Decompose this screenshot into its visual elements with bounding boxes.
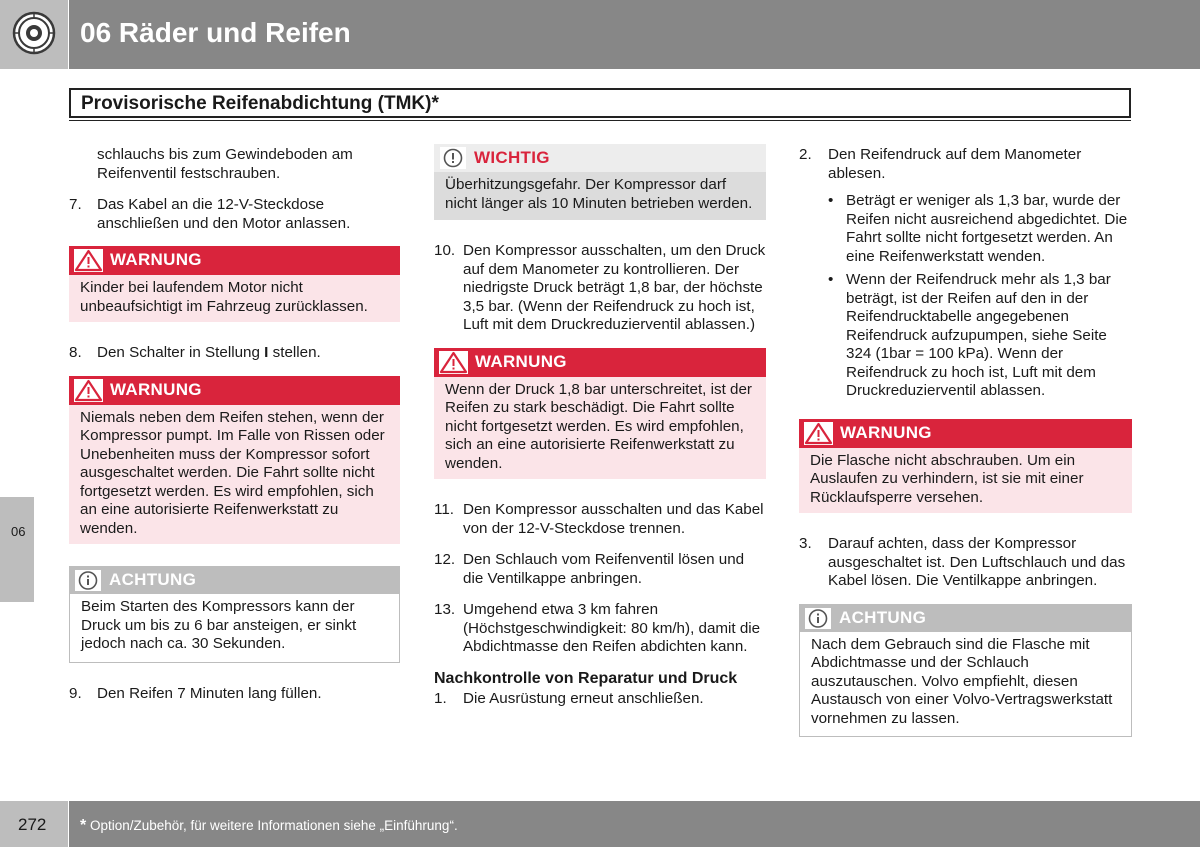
step-7 (69, 196, 400, 233)
step-text: Umgehend etwa 3 km fahren (Höchstgeschwindigkeit: 80 km/h), damit die Abdichtmasse den Reifen abdichten kann. (463, 601, 761, 655)
check-step-1 (434, 690, 766, 709)
bullet-list (799, 192, 1132, 401)
warning-label: WARNUNG (110, 379, 202, 399)
step-number: 1. (434, 690, 447, 707)
intro-text: schlauchs bis zum Gewindeboden am Reifenventil festschrauben. (97, 146, 353, 182)
chapter-title: 06 Räder und Reifen (80, 17, 351, 48)
caution-header (800, 605, 1131, 632)
step-text: Den Schlauch vom Reifenventil lösen und die Ventilkappe anbringen. (463, 551, 745, 587)
bullet-dot: • (828, 192, 834, 209)
step-text (97, 344, 400, 363)
step-13 (434, 601, 766, 657)
caution-box (799, 604, 1132, 738)
check-step-3 (799, 535, 1132, 591)
step-text: Den Reifen 7 Minuten lang füllen. (97, 684, 322, 702)
caution-label: ACHTUNG (109, 570, 197, 589)
tire-icon (12, 10, 56, 56)
warning-box (69, 376, 400, 545)
footnote-star: * (80, 817, 87, 834)
step-12 (434, 551, 766, 588)
warning-triangle-icon (439, 351, 468, 374)
warning-label: WARNUNG (840, 422, 932, 442)
caution-label: ACHTUNG (839, 607, 927, 627)
important-text: Überhitzungsgefahr. Der Kompressor darf nicht länger als 10 Minuten betrieben werden. (434, 172, 766, 220)
warning-label: WARNUNG (110, 250, 202, 269)
bullet-text: Wenn der Reifendruck mehr als 1,3 bar beträgt, ist der Reifen auf den in der Reifendrucktabelle angegebenen Reifendruck aufzupumpen, siehe Seite 324 (1bar = 100 kPa). Wenn der Reifendruck zu hoch ist, Luft mit dem Druckreduzierventil ablassen. (846, 271, 1111, 399)
caution-text: Beim Starten des Kompressors kann der Druck um bis zu 6 bar ansteigen, er sinkt jedoch nach ca. 30 Sekunden. (70, 594, 399, 662)
list-item (828, 192, 1132, 266)
warning-box (434, 348, 766, 480)
chapter-side-tab (0, 497, 34, 602)
switch-position: I (264, 344, 269, 361)
step-number: 2. (799, 146, 812, 163)
info-icon (75, 570, 101, 591)
step-number: 13. (434, 601, 456, 618)
check-step-2 (799, 146, 1132, 183)
section-title: Provisorische Reifenabdichtung (TMK)* (81, 93, 439, 114)
warning-text: Kinder bei laufendem Motor nicht unbeaufsichtigt im Fahrzeug zurücklassen. (69, 275, 400, 322)
subheading: Nachkontrolle von Reparatur und Druck (434, 669, 738, 687)
page-number: 272 (18, 815, 47, 834)
caution-header (70, 567, 399, 594)
step-11 (434, 501, 766, 538)
step-text-part: Den Schalter in Stellung (97, 344, 265, 361)
step-9 (69, 685, 400, 704)
caution-text: Nach dem Gebrauch sind die Flasche mit Abdichtmasse und der Schlauch auszutauschen. Volvo empfiehlt, diesen Austausch von einer Volvo-Vertragswerkstatt vornehmen zu lassen. (800, 632, 1131, 737)
caution-box (69, 566, 400, 663)
footnote (80, 817, 458, 835)
column-3 (799, 146, 1132, 759)
step-number: 12. (434, 551, 456, 568)
bullet-text: Beträgt er weniger als 1,3 bar, wurde der Reifen nicht ausreichend abgedichtet. Die Fahrt sollte nicht fortgesetzt werden. An eine Reifenwerkstatt wenden. (846, 192, 1128, 265)
warning-text: Wenn der Druck 1,8 bar unterschreitet, ist der Reifen zu stark beschädigt. Die Fahrt sollte nicht fortgesetzt werden. Es wird empfohlen, sich an eine autorisierte Reifenwerkstatt zu wenden. (434, 377, 766, 480)
warning-header (799, 419, 1132, 448)
important-box (434, 144, 766, 220)
warning-box (69, 246, 400, 322)
step-text-part: stellen. (268, 344, 321, 361)
step-text: Das Kabel an die 12-V-Steckdose anschließen und den Motor anlassen. (97, 196, 351, 232)
bullet-dot: • (828, 271, 834, 288)
warning-triangle-icon (74, 379, 103, 402)
step-number: 11. (434, 501, 454, 518)
section-divider (69, 120, 1131, 121)
chapter-side-tab-label: 06 (11, 524, 26, 539)
column-1 (69, 146, 400, 716)
step-text: Darauf achten, dass der Kompressor ausgeschaltet ist. Den Luftschlauch und das Kabel lösen. Die Ventilkappe anbringen. (828, 535, 1126, 589)
step-text: Den Kompressor ausschalten, um den Druck auf dem Manometer zu kontrollieren. Der niedrigste Druck beträgt 1,8 bar, der höchste 3,5 bar. (Wenn der Reifendruck zu hoch ist, Luft mit dem Druckreduzierventil ablassen.) (463, 242, 766, 333)
step-text: Die Ausrüstung erneut anschließen. (463, 690, 704, 707)
info-icon (805, 608, 831, 629)
step-number: 7. (69, 196, 82, 213)
warning-triangle-icon (74, 249, 103, 272)
header-icon-panel (0, 0, 68, 69)
step-text: Den Reifendruck auf dem Manometer ablesen. (828, 146, 1082, 182)
step-number: 9. (69, 684, 82, 702)
warning-text: Niemals neben dem Reifen stehen, wenn der Kompressor pumpt. Im Falle von Rissen oder Unebenheiten muss der Kompressor sofort ausgeschaltet werden. Die Fahrt sollte nicht fortgesetzt werden. Es wird empfohlen, sich an eine autorisierte Reifenwerkstatt zu wenden. (69, 405, 400, 545)
warning-text: Die Flasche nicht abschrauben. Um ein Auslaufen zu verhindern, ist sie mit einer Rücklaufsperre versehen. (799, 448, 1132, 514)
step-text: Den Kompressor ausschalten und das Kabel von der 12-V-Steckdose trennen. (463, 501, 764, 537)
step-number: 8. (69, 344, 82, 361)
step-8 (69, 344, 400, 363)
warning-header (69, 376, 400, 405)
footnote-text: Option/Zubehör, für weitere Informationen siehe „Einführung“. (86, 818, 458, 833)
warning-header (69, 246, 400, 275)
important-label: WICHTIG (474, 148, 550, 167)
warning-header (434, 348, 766, 377)
column-2 (434, 144, 766, 722)
list-item (828, 271, 1132, 401)
step-10 (434, 242, 766, 335)
exclamation-icon (440, 147, 466, 169)
step-number: 10. (434, 242, 456, 259)
important-header (434, 144, 766, 172)
warning-triangle-icon (804, 422, 833, 445)
section-title-box (69, 88, 1131, 118)
warning-box (799, 419, 1132, 514)
step-number: 3. (799, 535, 812, 552)
warning-label: WARNUNG (475, 351, 567, 371)
